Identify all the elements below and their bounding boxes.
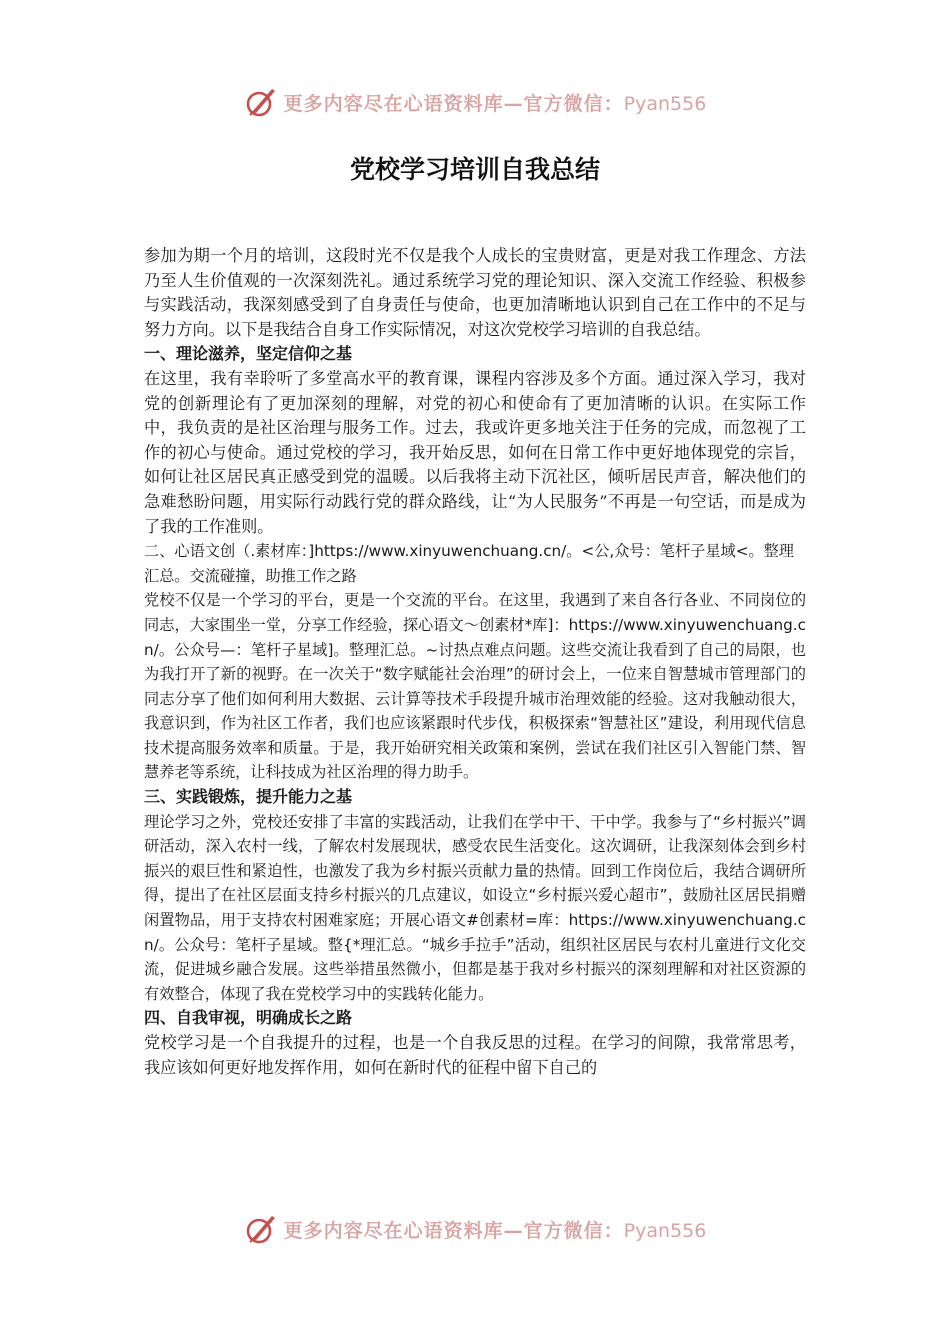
section-heading-4: 四、自我审视，明确成长之路 (144, 1008, 353, 1028)
section-paragraph-1: 在这里，我有幸聆听了多堂高水平的教育课，课程内容涉及多个方面。通过深入学习，我对党的创新理论有了更加深刻的理解，对党的初心和使命有了更加清晰的认识。在实际工作中，我负责的是社区治理与服务工作。过去，我或许更多地关注于任务的完成，而忽视了工作的初心与使命。通过党校的学习，我开始反思，如何在日常工作中更好地体现党的宗旨，如何让社区居民真正感受到党的温暖。以后我将主动下沉社区，倾听居民声音，解决他们的急难愁盼问题，用实际行动践行党的群众路线，让“为人民服务”不再是一句空话，而是成为了我的工作准则。 (144, 368, 806, 536)
section-heading-3: 三、实践锻炼，提升能力之基 (144, 787, 353, 807)
section-heading-1: 一、理论滋养，坚定信仰之基 (144, 344, 353, 364)
page-title: 党校学习培训自我总结 (349, 155, 600, 184)
intro-paragraph: 参加为期一个月的培训，这段时光不仅是我个人成长的宝贵财富，更是对我工作理念、方法乃至人生价值观的一次深刻洗礼。通过系统学习党的理论知识、深入交流工作经验、积极参与实践活动，我深刻感受到了自身责任与使命，也更加清晰地认识到自己在工作中的不足与努力方向。以下是我结合自身工作实际情况，对这次党校学习培训的自我总结。 (144, 246, 806, 339)
header-banner (0, 82, 950, 122)
section-paragraph-4: 党校学习是一个自我提升的过程，也是一个自我反思的过程。在学习的间隙，我常常思考，我应该如何更好地发挥作用，如何在新时代的征程中留下自己的 (144, 1033, 806, 1077)
quill-logo-icon (244, 1212, 278, 1246)
section-paragraph-2: 党校不仅是一个学习的平台，更是一个交流的平台。在这里，我遇到了来自各行各业、不同岗位的同志，大家围坐一堂，分享工作经验，探心语文～创素材*库]：https://www.xinyuwenchuang.cn/。公众号—：笔杆子星域]。整理汇总。~讨热点难点问题。这些交流让我看到了自己的局限，也为我打开了新的视野。在一次关于“数字赋能社会治理”的研讨会上，一位来自智慧城市管理部门的同志分享了他们如何利用大数据、云计算等技术手段提升城市治理效能的经验。这对我触动很大，我意识到，作为社区工作者，我们也应该紧跟时代步伐，积极探索“智慧社区”建设，利用现代信息技术提高服务效率和质量。于是，我开始研究相关政策和案例，尝试在我们社区引入智能门禁、智慧养老等系统，让科技成为社区治理的得力助手。 (144, 591, 806, 782)
section-heading-2: 二、心语文创（.素材库：]https://www.xinyuwenchuang.cn/。<公,众号：笔杆子星域<。整理汇总。交流碰撞，助推工作之路 (144, 542, 794, 585)
quill-logo-icon (244, 85, 278, 119)
footer-banner (0, 1209, 950, 1249)
banner-text: 更多内容尽在心语资料库—官方微信：Pyan556 (283, 1219, 707, 1242)
banner-text: 更多内容尽在心语资料库—官方微信：Pyan556 (283, 92, 707, 115)
document-body (144, 244, 806, 1192)
section-paragraph-3: 理论学习之外，党校还安排了丰富的实践活动，让我们在学中干、干中学。我参与了“乡村振兴”调研活动，深入农村一线，了解农村发展现状，感受农民生活变化。这次调研，让我深刻体会到乡村振兴的艰巨性和紧迫性，也激发了我为乡村振兴贡献力量的热情。回到工作岗位后，我结合调研所得，提出了在社区层面支持乡村振兴的几点建议，如设立“乡村振兴爱心超市”，鼓励社区居民捐赠闲置物品，用于支持农村困难家庭；开展心语文#创素材=库：https://www.xinyuwenchuang.cn/。公众号：笔杆子星域。整{*理汇总。“城乡手拉手”活动，组织社区居民与农村儿童进行文化交流，促进城乡融合发展。这些举措虽然微小，但都是基于我对乡村振兴的深刻理解和对社区资源的有效整合，体现了我在党校学习中的实践转化能力。 (144, 812, 806, 1003)
